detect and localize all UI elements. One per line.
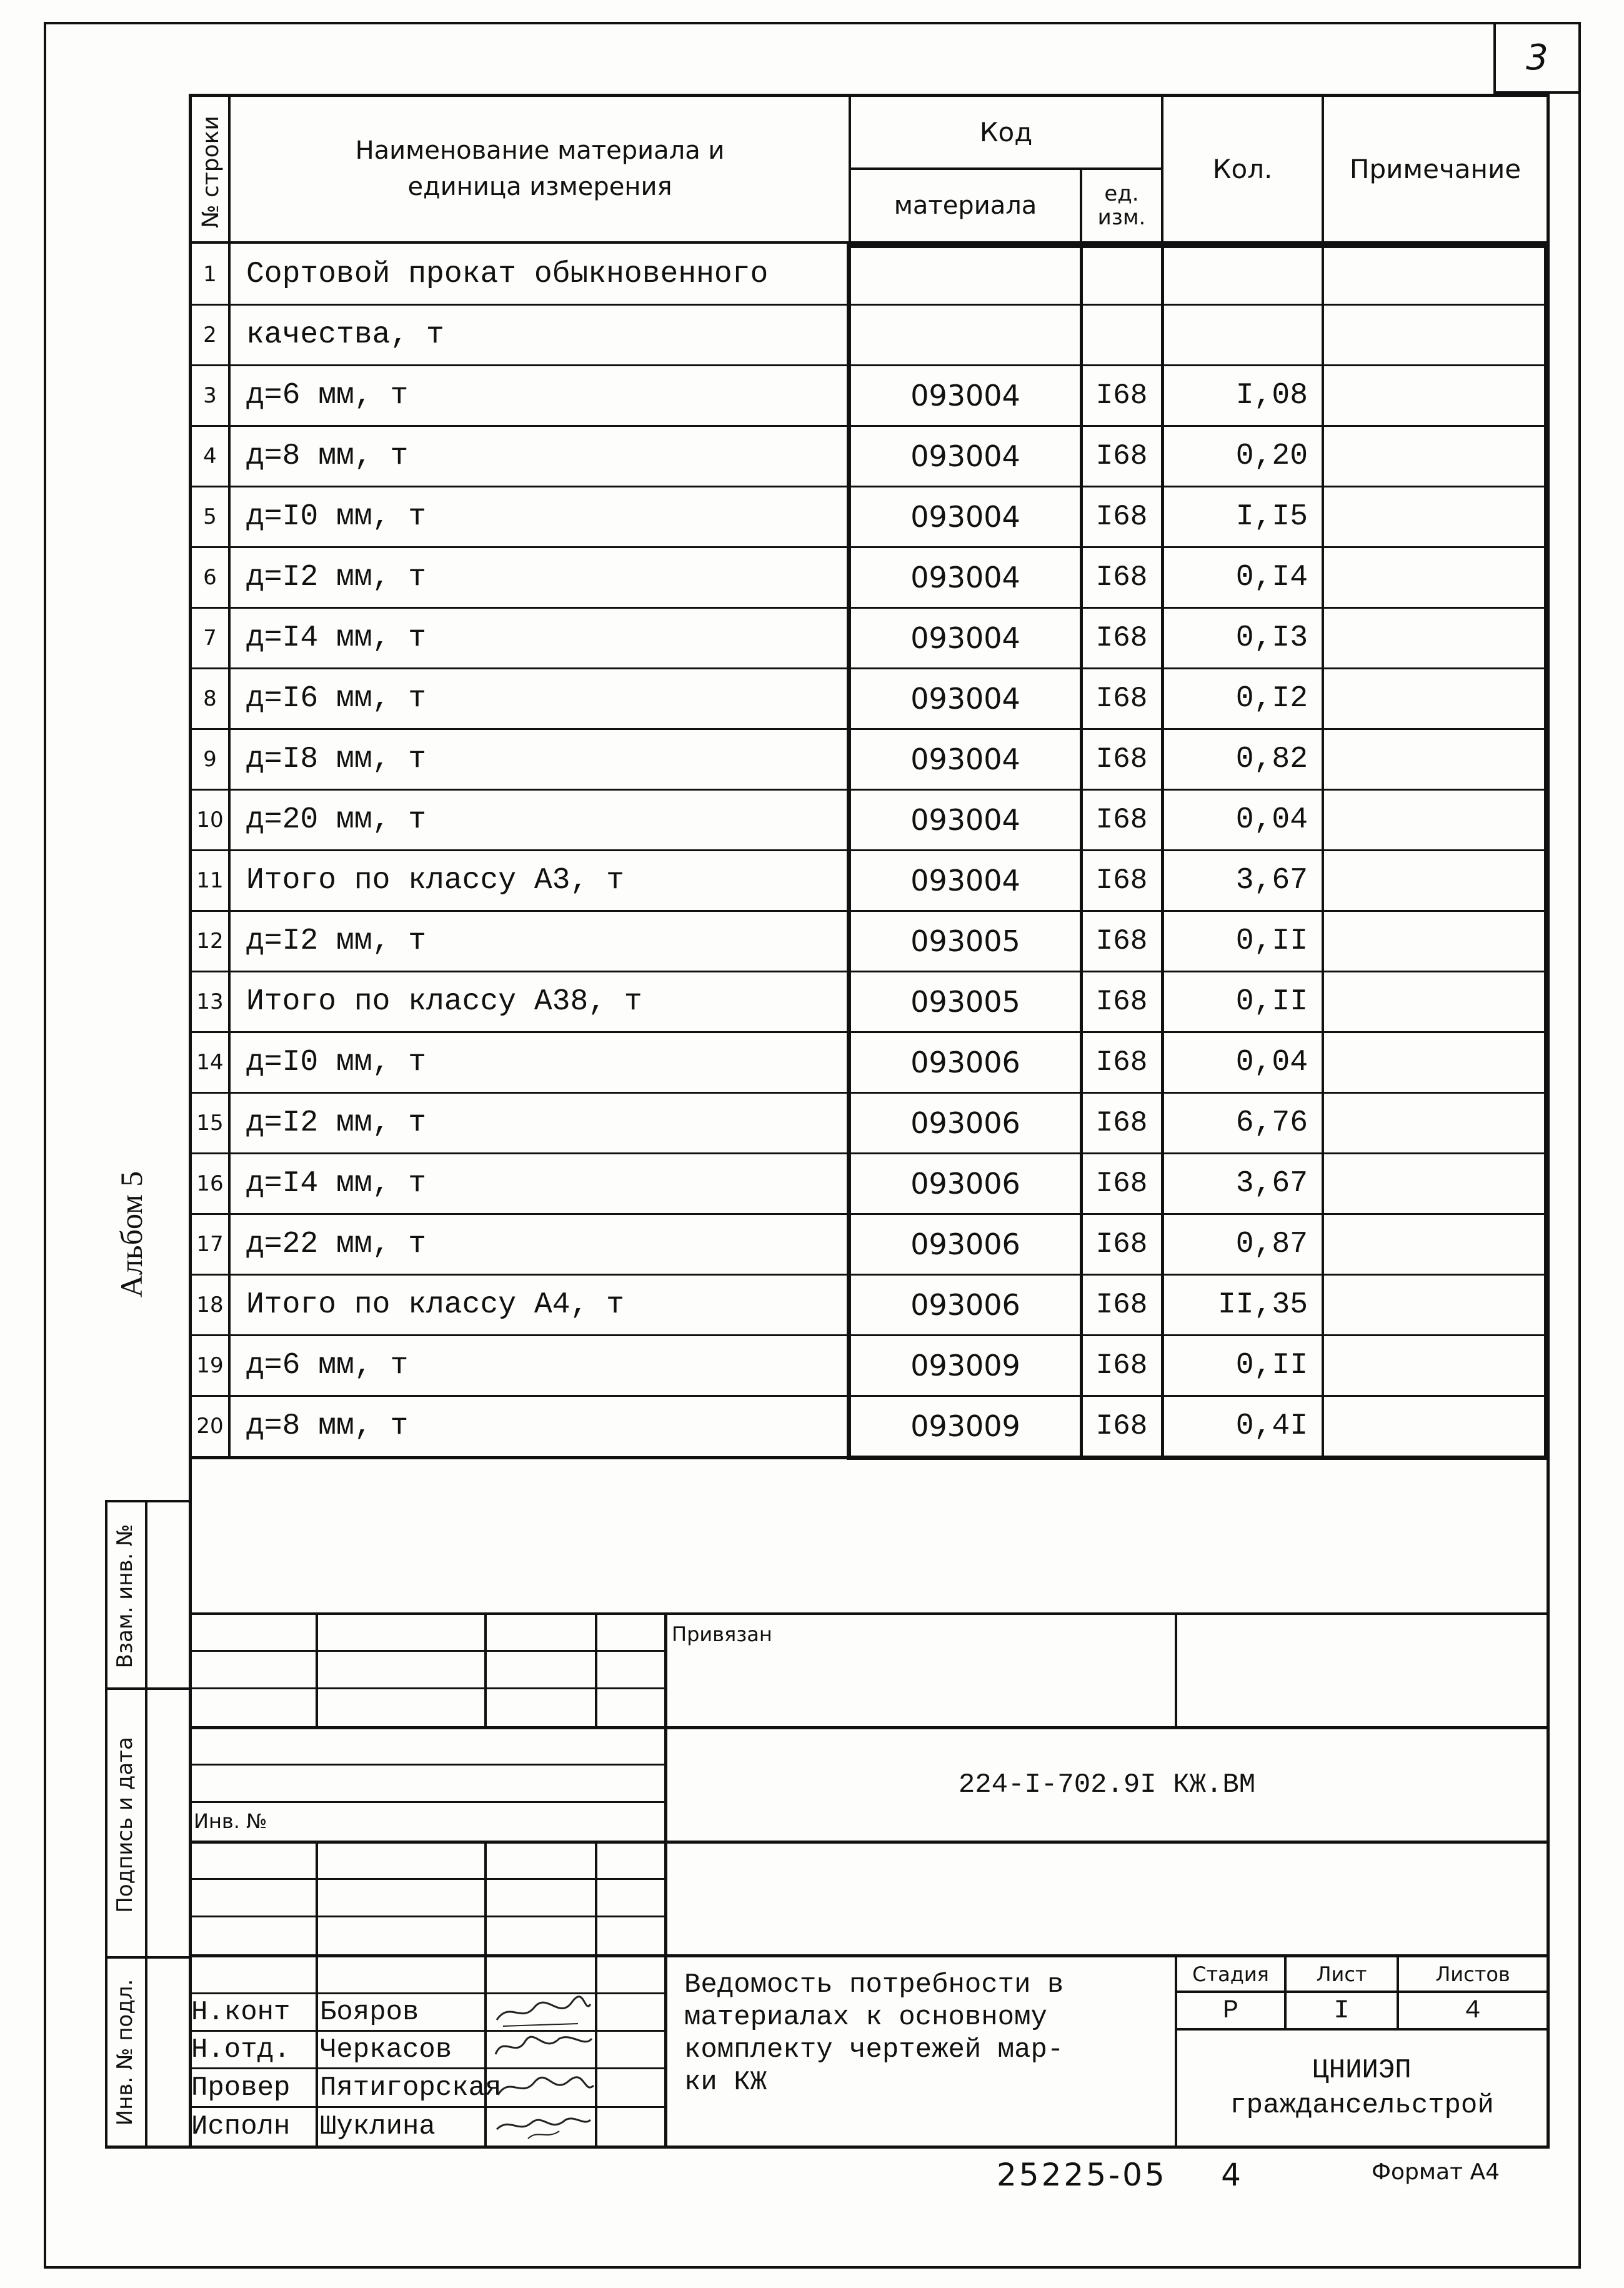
stamp-inv-podl: Инв. № подл.	[112, 1979, 137, 2126]
tb-grid-line	[189, 1764, 667, 1766]
row-name: д=I0 мм, т	[246, 499, 427, 534]
row-unit: I68	[1095, 561, 1148, 594]
row-number: 19	[196, 1352, 224, 1378]
row-code: 093006	[910, 1287, 1020, 1322]
row-code: 093006	[910, 1166, 1020, 1201]
row-code	[851, 244, 1080, 304]
row-unit: I68	[1095, 621, 1148, 654]
row-qty: I,08	[1235, 378, 1308, 412]
archive-number: 25225-05	[997, 2157, 1167, 2193]
row-number: 2	[203, 322, 217, 347]
document-designation: 224-I-702.9I КЖ.ВМ	[958, 1769, 1256, 1801]
row-qty: I,I5	[1235, 499, 1308, 534]
row-unit: I68	[1095, 379, 1148, 412]
signer-role: Н.конт	[191, 1997, 291, 2028]
row-name: д=I6 мм, т	[246, 681, 427, 716]
row-number: 7	[203, 625, 217, 651]
signatures-graphic	[491, 1995, 597, 2145]
row-number: 12	[196, 928, 224, 954]
row-name: Сортовой прокат обыкновенного	[246, 257, 769, 291]
row-qty: 0,I4	[1235, 560, 1308, 594]
row-number: 15	[196, 1110, 224, 1136]
row-name: д=I4 мм, т	[246, 621, 427, 655]
row-name: д=22 мм, т	[246, 1227, 427, 1261]
row-code	[851, 304, 1080, 365]
row-unit: I68	[1095, 439, 1148, 472]
row-name: д=8 мм, т	[246, 439, 409, 473]
row-name: д=I8 мм, т	[246, 742, 427, 776]
tb-top-line	[189, 1612, 1550, 1615]
row-number: 1	[203, 261, 217, 287]
signer-name: Черкасов	[320, 2034, 452, 2066]
row-name: д=I0 мм, т	[246, 1045, 427, 1079]
row-name: Итого по классу А4, т	[246, 1287, 624, 1322]
row-qty	[1163, 244, 1308, 304]
signer-role: Исполн	[191, 2111, 291, 2142]
row-code: 093005	[910, 984, 1020, 1019]
row-qty: II,35	[1217, 1287, 1308, 1322]
row-code: 093006	[910, 1227, 1020, 1261]
format-label: Формат А4	[1372, 2159, 1500, 2185]
row-code: 093005	[910, 924, 1020, 958]
row-number: 3	[203, 382, 217, 408]
row-name: Итого по классу А38, т	[246, 984, 642, 1019]
row-code: 093004	[910, 560, 1020, 594]
organization: ЦНИИЭП граждансельстрой	[1230, 2055, 1494, 2121]
row-number: 14	[196, 1049, 224, 1075]
table-bottom-line	[189, 1456, 1550, 1459]
row-code: 093004	[910, 439, 1020, 473]
row-qty: 0,4I	[1235, 1409, 1308, 1443]
inv-no-label: Инв. №	[194, 1809, 267, 1833]
row-qty: 6,76	[1235, 1106, 1308, 1140]
row-unit: I68	[1095, 682, 1148, 715]
row-qty	[1163, 304, 1308, 365]
row-unit	[1082, 304, 1161, 365]
tb-main-vline	[664, 1612, 667, 2147]
row-unit: I68	[1095, 924, 1148, 957]
tb-vline	[316, 1612, 318, 1728]
row-unit: I68	[1095, 1046, 1148, 1079]
row-number: 10	[196, 807, 224, 832]
corner-page-number: 3	[1526, 37, 1548, 78]
tb-vline	[484, 1841, 487, 2147]
tb-vline	[484, 1612, 487, 1728]
row-code: 093004	[910, 681, 1020, 716]
stamp-vzam-inv: Взам. инв. №	[112, 1524, 137, 1669]
row-code: 093009	[910, 1409, 1020, 1443]
row-number: 18	[196, 1292, 224, 1317]
header-code: Код	[979, 117, 1033, 147]
frame-bottom-line	[105, 2146, 1550, 2149]
signer-role: Н.отд.	[191, 2034, 291, 2066]
row-code: 093004	[910, 621, 1020, 655]
header-qty: Кол.	[1212, 154, 1273, 184]
row-qty: 0,04	[1235, 802, 1308, 837]
row-unit: I68	[1095, 1106, 1148, 1139]
document-description: Ведомость потребности в материалах к основному комплекту чертежей мар- ки КЖ	[684, 1969, 1064, 2098]
row-name: д=6 мм, т	[246, 378, 409, 412]
row-number: 16	[196, 1171, 224, 1196]
row-qty: 0,87	[1235, 1227, 1308, 1261]
row-name: д=I2 мм, т	[246, 560, 427, 594]
row-unit: I68	[1095, 742, 1148, 776]
row-number: 20	[196, 1413, 224, 1439]
row-number: 9	[203, 746, 217, 772]
row-code: 093004	[910, 802, 1020, 837]
sheet-label: Лист	[1316, 1962, 1367, 1986]
row-code: 093006	[910, 1106, 1020, 1140]
row-qty: 0,I3	[1235, 621, 1308, 655]
sheets-value: 4	[1465, 1996, 1481, 2026]
tb-line-3	[189, 1841, 1550, 1844]
header-code-material: материала	[894, 191, 1037, 220]
archive-sheet: 4	[1221, 2157, 1241, 2193]
signer-role: Провер	[191, 2072, 291, 2104]
row-qty: 0,04	[1235, 1045, 1308, 1079]
album-label: Альбом 5	[114, 1171, 149, 1298]
signer-name: Бояров	[320, 1997, 419, 2028]
header-name: Наименование материала и единица измерения	[355, 136, 725, 201]
row-unit	[1082, 244, 1161, 304]
row-name: д=I2 мм, т	[246, 924, 427, 958]
sheet-value: I	[1333, 1996, 1350, 2026]
row-name: Итого по классу А3, т	[246, 863, 624, 897]
row-unit: I68	[1095, 1167, 1148, 1200]
row-name: д=I2 мм, т	[246, 1106, 427, 1140]
tb-vline	[595, 1612, 597, 1728]
row-name: качества, т	[246, 317, 444, 352]
row-qty: 3,67	[1235, 863, 1308, 897]
row-unit: I68	[1095, 864, 1148, 897]
row-unit: I68	[1095, 1288, 1148, 1321]
row-unit: I68	[1095, 985, 1148, 1018]
row-code: 093004	[910, 742, 1020, 776]
row-qty: 0,20	[1235, 439, 1308, 473]
row-unit: I68	[1095, 803, 1148, 836]
row-name: д=20 мм, т	[246, 802, 427, 837]
row-unit: I68	[1095, 500, 1148, 533]
row-number: 5	[203, 504, 217, 529]
header-note: Примечание	[1349, 154, 1522, 184]
row-number: 17	[196, 1231, 224, 1257]
row-number: 4	[203, 443, 217, 469]
signer-name: Шуклина	[320, 2111, 436, 2142]
row-unit: I68	[1095, 1227, 1148, 1261]
row-qty: 0,82	[1235, 742, 1308, 776]
stamp-podpis-data: Подпись и дата	[112, 1737, 137, 1913]
row-number: 11	[196, 867, 224, 893]
signer-name: Пятигорская	[320, 2072, 502, 2104]
row-name: д=8 мм, т	[246, 1409, 409, 1443]
stage-label: Стадия	[1192, 1962, 1269, 1986]
sheets-label: Листов	[1435, 1962, 1510, 1986]
row-qty: 0,II	[1235, 1348, 1308, 1382]
row-number: 6	[203, 564, 217, 590]
row-qty: 0,I2	[1235, 681, 1308, 716]
tb-privyazan-vline	[1175, 1612, 1177, 1728]
row-code: 093004	[910, 863, 1020, 897]
row-code: 093004	[910, 378, 1020, 412]
row-name: д=6 мм, т	[246, 1348, 409, 1382]
header-code-unit: ед. изм.	[1097, 181, 1146, 230]
row-unit: I68	[1095, 1409, 1148, 1442]
row-qty: 0,II	[1235, 924, 1308, 958]
header-row-number: № строки	[198, 116, 224, 228]
row-code: 093006	[910, 1045, 1020, 1079]
row-number: 13	[196, 989, 224, 1014]
sheet-border-bottom	[44, 2266, 1581, 2269]
row-code: 093004	[910, 499, 1020, 534]
left-stamp-divider	[145, 1500, 147, 2147]
row-qty: 3,67	[1235, 1166, 1308, 1201]
row-number: 8	[203, 686, 217, 711]
row-name: д=I4 мм, т	[246, 1166, 427, 1201]
row-code: 093009	[910, 1348, 1020, 1382]
stage-value: Р	[1222, 1996, 1239, 2026]
tb-vline	[316, 1841, 318, 2147]
row-qty: 0,II	[1235, 984, 1308, 1019]
row-unit: I68	[1095, 1349, 1148, 1382]
privyazan-label: Привязан	[672, 1622, 772, 1646]
